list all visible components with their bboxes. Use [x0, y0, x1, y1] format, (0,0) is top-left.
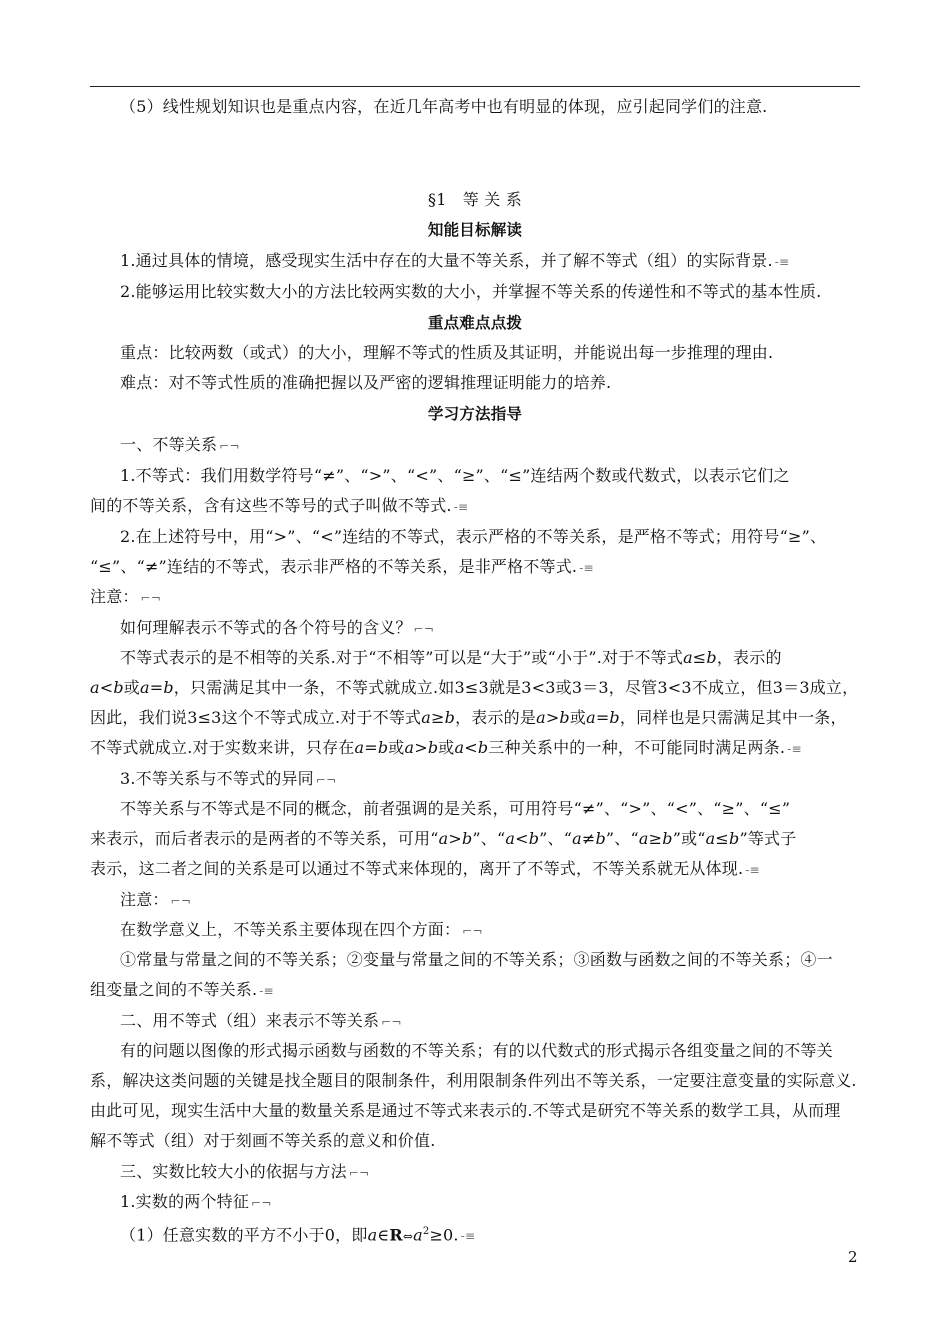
p1-line2: 间的不等关系，含有这些不等号的式子叫做不等式. -≡: [90, 496, 469, 515]
goal-1: 1.通过具体的情境，感受现实生活中存在的大量不等关系，并了解不等式（组）的实际背景. -≡: [120, 251, 790, 270]
section-title: §1 等 关 系: [428, 190, 522, 209]
p5: 在数学意义上，不等关系主要体现在四个方面： ⌐¬: [120, 920, 483, 939]
header-rule: [90, 86, 860, 87]
p3-line4: 不等式就成立.对于实数来讲，只存在a=b或a>b或a<b三种关系中的一种，不可能同时满足两条. -≡: [90, 738, 802, 757]
p4-line2: 来表示，而后者表示的是两者的不等关系，可用“a>b”、“a<b”、“a≠b”、“a≥b”或“a≤b”等式子: [90, 829, 797, 848]
p9: （1）任意实数的平方不小于0，即$a\in R\Leftrightarrow a^2\ge 0$. -≡: [120, 1225, 476, 1245]
page-number: 2: [848, 1248, 858, 1266]
p7-line3: 由此可见，现实生活中大量的数量关系是通过不等式来表示的.不等式是研究不等关系的数学工具，从而理: [90, 1101, 841, 1120]
heading-key-points: 重点难点点拨: [427, 314, 523, 332]
p3-line2: a<b或a=b，只需满足其中一条，不等式就成立.如3≤3就是3<3或3＝3，尽管3<3不成立，但3＝3成立，: [90, 678, 859, 697]
note-1: 注意： ⌐¬: [90, 587, 162, 606]
p6-line1: ①常量与常量之间的不等关系；②变量与常量之间的不等关系；③函数与函数之间的不等关系；④一: [120, 950, 833, 969]
p7-line1: 有的问题以图像的形式揭示函数与函数的不等关系；有的以代数式的形式揭示各组变量之间的不等关: [120, 1041, 833, 1060]
p3-line1: 不等式表示的是不相等的关系.对于“不相等”可以是“大于”或“小于”.对于不等式a≤b，表示的: [120, 648, 782, 667]
p1-line1: 1.不等式：我们用数学符号“≠”、“>”、“<”、“≥”、“≤”连结两个数或代数式，以表示它们之: [120, 466, 790, 485]
p8: 1.实数的两个特征 ⌐¬: [120, 1192, 272, 1211]
difficult-point: 难点：对不等式性质的准确把握以及严密的逻辑推理证明能力的培养.: [120, 373, 612, 392]
p2-line2: “≤”、“≠”连结的不等式，表示非严格的不等关系，是非严格不等式. -≡: [90, 557, 594, 576]
p4-line1: 不等关系与不等式是不同的概念，前者强调的是关系，可用符号“≠”、“>”、“<”、“≥”、“≤”: [120, 799, 791, 818]
p3-line3: 因此，我们说3≤3这个不等式成立.对于不等式a≥b，表示的是a>b或a=b，同样也是只需满足其中一条，: [90, 708, 847, 727]
heading-goals: 知能目标解读: [427, 221, 523, 239]
p7-line4: 解不等式（组）对于刻画不等关系的意义和价值.: [90, 1131, 436, 1150]
top-note: （5）线性规划知识也是重点内容，在近几年高考中也有明显的体现，应引起同学们的注意.: [120, 97, 768, 116]
sec2-title: 二、用不等式（组）来表示不等关系 ⌐¬: [120, 1011, 402, 1030]
goal-2: 2.能够运用比较实数大小的方法比较两实数的大小，并掌握不等关系的传递性和不等式的基本性质.: [120, 282, 822, 301]
sec3b-title: 三、实数比较大小的依据与方法 ⌐¬: [120, 1162, 370, 1181]
heading-method: 学习方法指导: [427, 405, 523, 423]
note-2: 注意： ⌐¬: [120, 890, 192, 909]
sec1-title: 一、不等关系 ⌐¬: [120, 435, 240, 454]
p2-line1: 2.在上述符号中，用“>”、“<”连结的不等式，表示严格的不等关系，是严格不等式；用符号“≥”、: [120, 527, 827, 546]
key-point: 重点：比较两数（或式）的大小，理解不等式的性质及其证明，并能说出每一步推理的理由.: [120, 343, 774, 362]
question-1: 如何理解表示不等式的各个符号的含义？ ⌐¬: [120, 618, 435, 637]
p4-line3: 表示，这二者之间的关系是可以通过不等式来体现的，离开了不等式，不等关系就无从体现. -≡: [90, 859, 760, 878]
p6-line2: 组变量之间的不等关系. -≡: [90, 980, 274, 999]
sec3-title: 3.不等关系与不等式的异同 ⌐¬: [120, 769, 337, 788]
p7-line2: 系，解决这类问题的关键是找全题目的限制条件，利用限制条件列出不等关系，一定要注意变量的实际意义.: [90, 1071, 857, 1090]
